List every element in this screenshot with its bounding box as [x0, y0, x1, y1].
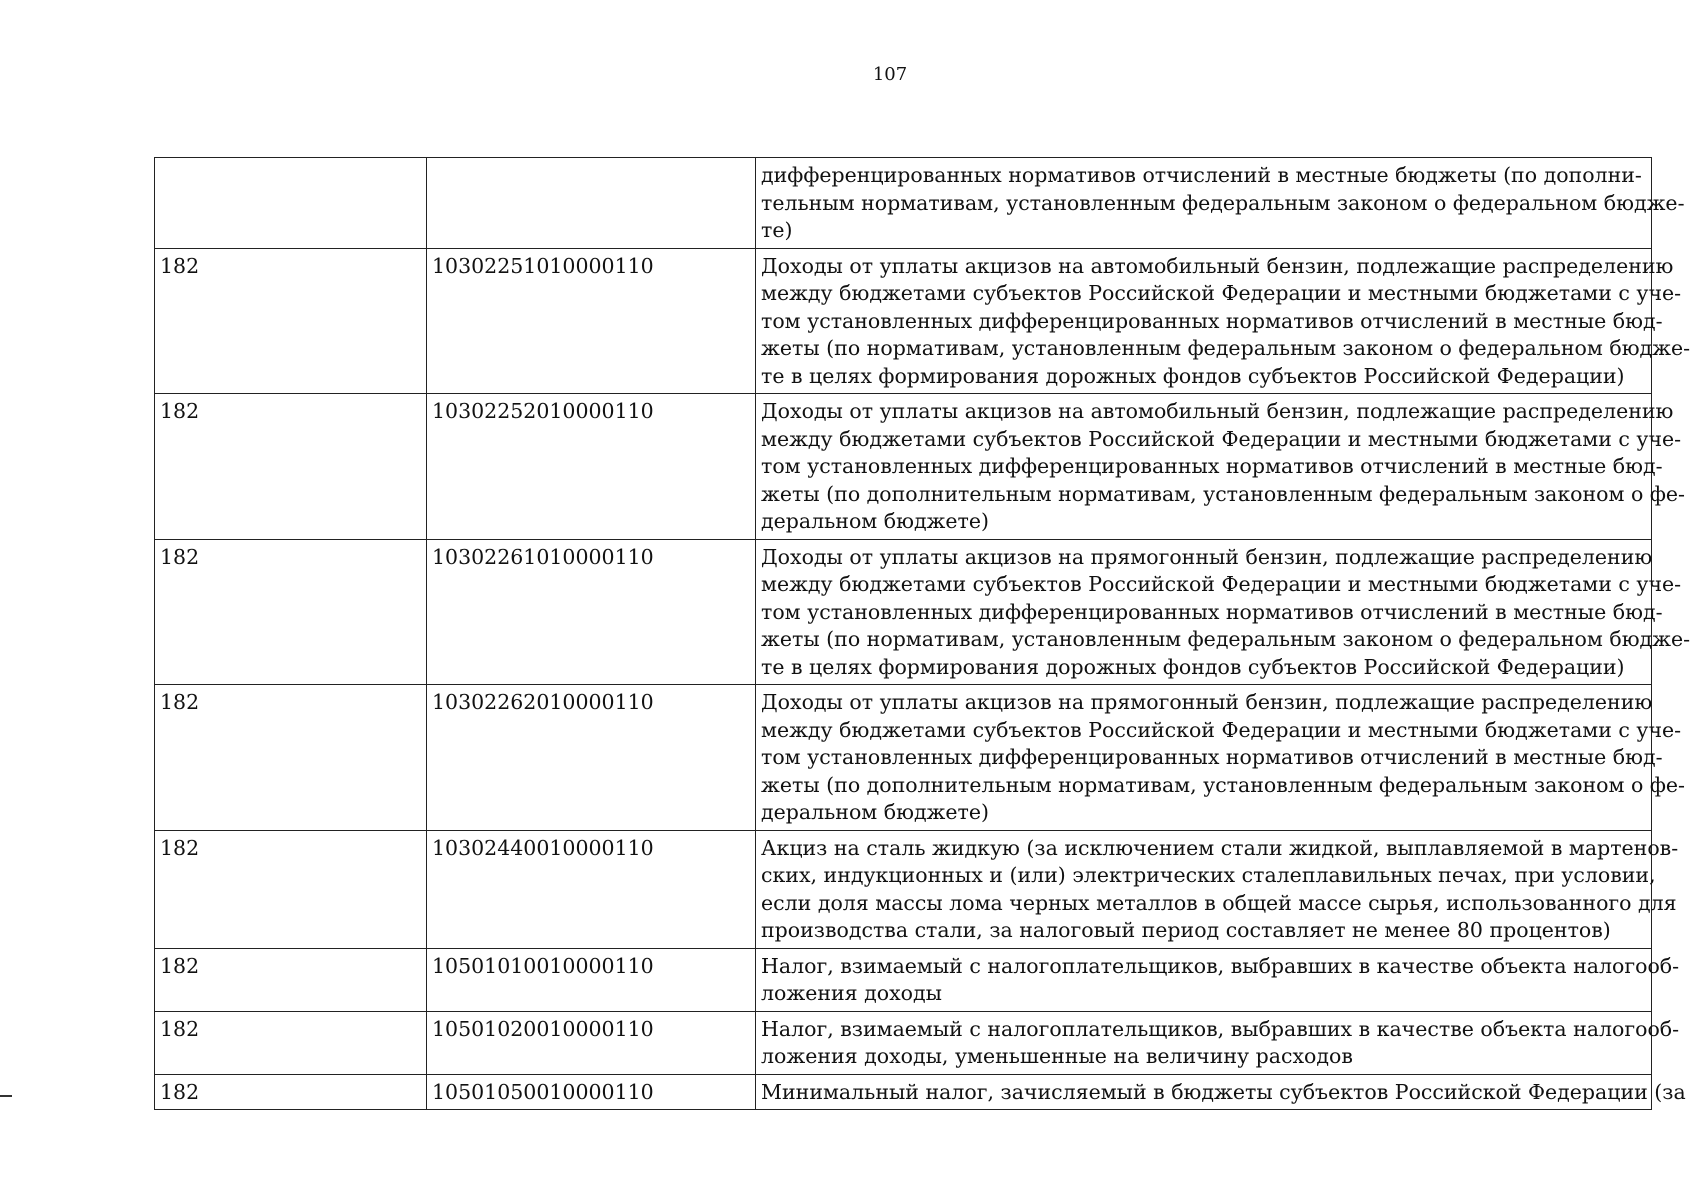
description-cell — [756, 158, 1685, 249]
description-cell — [756, 830, 1679, 948]
description-line: жеты (по нормативам, установленным федеральным законом о федеральном бюдже- — [761, 627, 1691, 651]
budget-classification-code-cell: 10302251010000110 — [427, 248, 756, 394]
description-line: если доля массы лома черных металлов в общей массе сырья, использованного для — [761, 890, 1677, 915]
description-cell — [756, 539, 1691, 685]
admin-code-cell: 182 — [155, 394, 427, 540]
description-line: Доходы от уплаты акцизов на автомобильный бензин, подлежащие распределению — [761, 253, 1674, 278]
description-line: Налог, взимаемый с налогоплательщиков, выбравших в качестве объекта налогооб- — [761, 953, 1680, 978]
description-cell — [756, 685, 1685, 831]
description-line: Доходы от уплаты акцизов на прямогонный бензин, подлежащие распределению — [761, 544, 1653, 569]
description-line: те в целях формирования дорожных фондов субъектов Российской Федерации) — [761, 363, 1625, 388]
budget-classification-code-cell: 10501010010000110 — [427, 948, 756, 1011]
table-row — [155, 394, 1652, 540]
admin-code-cell: 182 — [155, 830, 427, 948]
budget-classification-code-cell: 10501020010000110 — [427, 1011, 756, 1074]
table-row — [155, 1074, 1652, 1110]
admin-code-cell: 182 — [155, 1074, 427, 1110]
admin-code-cell: 182 — [155, 248, 427, 394]
margin-mark — [0, 1095, 12, 1097]
description-line: те) — [761, 218, 793, 242]
description-line: деральном бюджете) — [761, 509, 990, 533]
description-line: Налог, взимаемый с налогоплательщиков, выбравших в качестве объекта налогооб- — [761, 1016, 1680, 1041]
table-body — [155, 158, 1691, 1110]
description-cell — [756, 948, 1680, 1011]
description-line: Доходы от уплаты акцизов на прямогонный бензин, подлежащие распределению — [761, 690, 1653, 714]
description-line: жеты (по нормативам, установленным федеральным законом о федеральном бюдже- — [761, 336, 1691, 360]
description-line: ложения доходы, уменьшенные на величину расходов — [761, 1044, 1353, 1068]
description-line: жеты (по дополнительным нормативам, установленным федеральным законом о фе- — [761, 772, 1685, 797]
budget-classification-code-cell: 10501050010000110 — [427, 1074, 756, 1110]
description-line: том установленных дифференцированных нормативов отчислений в местные бюд- — [761, 454, 1663, 478]
budget-classification-code-cell: 10302261010000110 — [427, 539, 756, 685]
description-line: между бюджетами субъектов Российской Федерации и местными бюджетами с уче- — [761, 281, 1682, 305]
description-line: Доходы от уплаты акцизов на автомобильный бензин, подлежащие распределению — [761, 399, 1674, 423]
description-line: ских, индукционных и (или) электрических сталеплавильных печах, при условии, — [761, 863, 1656, 887]
description-line: производства стали, за налоговый период составляет не менее 80 процентов) — [761, 918, 1611, 942]
description-line: том установленных дифференцированных нормативов отчислений в местные бюд- — [761, 308, 1663, 333]
revenue-codes-table — [154, 157, 1691, 1110]
description-line: Минимальный налог, зачисляемый в бюджеты субъектов Российской Федерации (за — [761, 1079, 1686, 1104]
description-cell — [756, 248, 1691, 394]
description-cell — [756, 1074, 1686, 1110]
description-line: между бюджетами субъектов Российской Федерации и местными бюджетами с уче- — [761, 572, 1682, 596]
admin-code-cell — [155, 158, 427, 249]
budget-classification-code-cell: 10302440010000110 — [427, 830, 756, 948]
table-row — [155, 685, 1652, 831]
admin-code-cell: 182 — [155, 1011, 427, 1074]
budget-classification-code-cell — [427, 158, 756, 249]
description-line: том установленных дифференцированных нормативов отчислений в местные бюд- — [761, 599, 1663, 624]
budget-classification-code-cell: 10302252010000110 — [427, 394, 756, 540]
table-row — [155, 248, 1652, 394]
table-row — [155, 539, 1652, 685]
description-line: деральном бюджете) — [761, 800, 990, 824]
description-line: ложения доходы — [761, 981, 942, 1005]
admin-code-cell: 182 — [155, 948, 427, 1011]
description-line: между бюджетами субъектов Российской Федерации и местными бюджетами с уче- — [761, 717, 1682, 742]
table-row — [155, 830, 1652, 948]
admin-code-cell: 182 — [155, 685, 427, 831]
table-row — [155, 948, 1652, 1011]
budget-classification-code-cell: 10302262010000110 — [427, 685, 756, 831]
table-row — [155, 158, 1652, 249]
description-line: между бюджетами субъектов Российской Федерации и местными бюджетами с уче- — [761, 426, 1682, 451]
description-cell — [756, 1011, 1680, 1074]
page-number: 107 — [872, 64, 908, 85]
description-line: Акциз на сталь жидкую (за исключением стали жидкой, выплавляемой в мартенов- — [761, 835, 1679, 860]
admin-code-cell: 182 — [155, 539, 427, 685]
description-line: жеты (по дополнительным нормативам, установленным федеральным законом о фе- — [761, 481, 1685, 506]
description-line: те в целях формирования дорожных фондов субъектов Российской Федерации) — [761, 654, 1625, 679]
description-line: том установленных дифференцированных нормативов отчислений в местные бюд- — [761, 745, 1663, 769]
description-line: тельным нормативам, установленным федеральным законом о федеральном бюдже- — [761, 190, 1685, 215]
table-row — [155, 1011, 1652, 1074]
description-cell — [756, 394, 1685, 540]
description-line: дифференцированных нормативов отчислений в местные бюджеты (по дополни- — [761, 163, 1642, 187]
